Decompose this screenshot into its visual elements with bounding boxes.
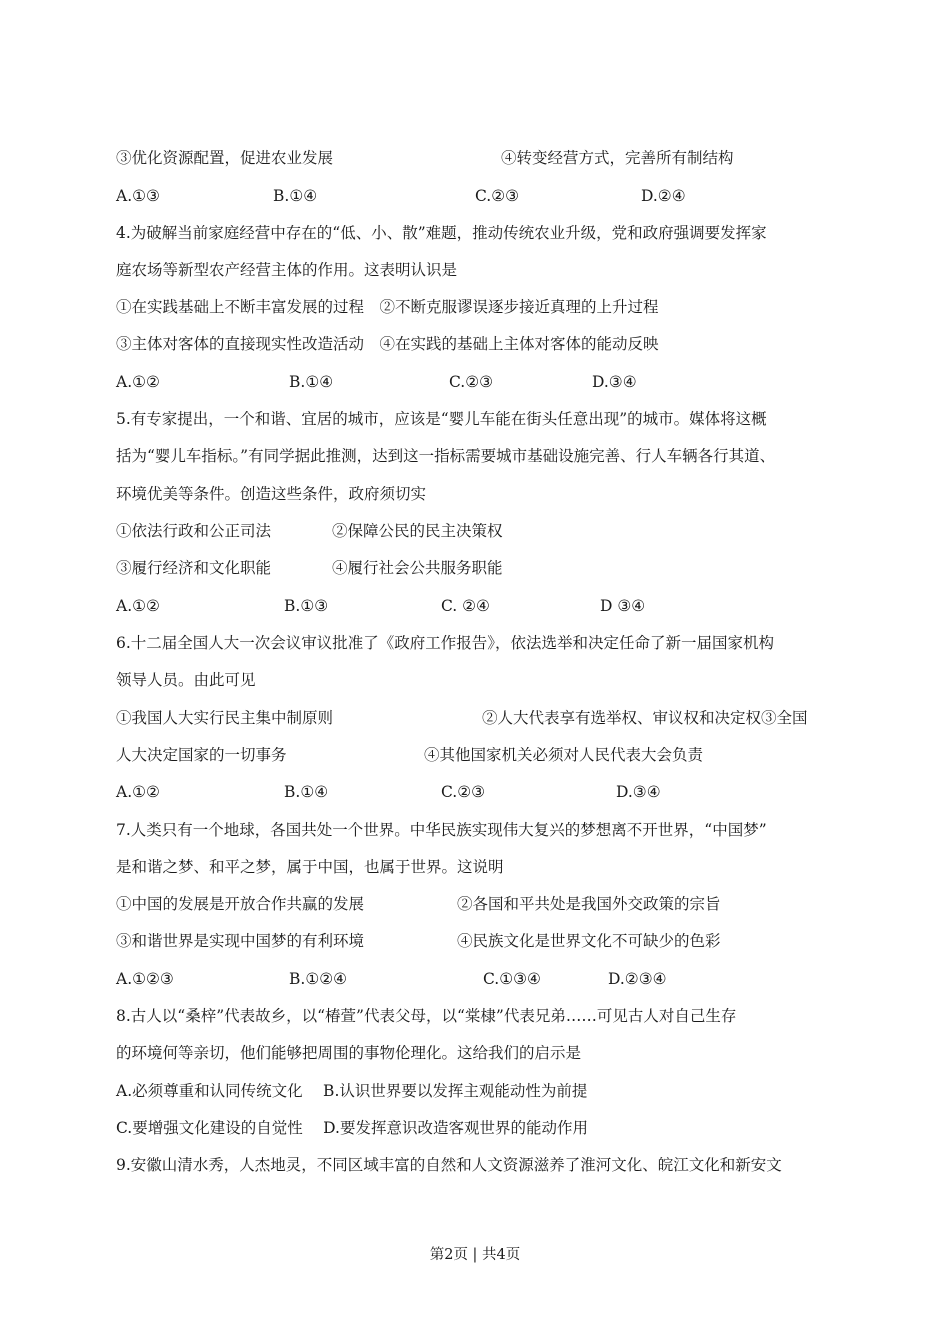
q4-choice-c: C.②③ bbox=[449, 373, 494, 391]
q7-stem-line-1: 7.人类只有一个地球，各国共处一个世界。中华民族实现伟大复兴的梦想离不开世界，“中国梦” bbox=[116, 821, 767, 839]
q5-choice-c: C. ②④ bbox=[441, 597, 490, 615]
q8-choices-line-2: C.要增强文化建设的自觉性 D.要发挥意识改造客观世界的能动作用 bbox=[116, 1119, 588, 1137]
q7-option-1: ①中国的发展是开放合作共赢的发展 bbox=[116, 895, 365, 913]
q6-option-4: ④其他国家机关必须对人民代表大会负责 bbox=[424, 746, 704, 764]
q4-options-line-2: ③主体对客体的直接现实性改造活动 ④在实践的基础上主体对客体的能动反映 bbox=[116, 335, 659, 353]
q5-stem-line-2: 括为“婴儿车指标。”有同学据此推测，达到这一指标需要城市基础设施完善、行人车辆各行其道、 bbox=[116, 447, 776, 465]
q6-stem-line-2: 领导人员。由此可见 bbox=[116, 671, 256, 689]
q7-choice-d: D.②③④ bbox=[608, 970, 667, 988]
q5-choice-b: B.①③ bbox=[284, 597, 329, 615]
q3-choice-a: A.①③ bbox=[116, 187, 160, 205]
q5-choice-a: A.①② bbox=[116, 597, 160, 615]
q5-option-1: ①依法行政和公正司法 bbox=[116, 522, 272, 540]
q6-stem-line-1: 6.十二届全国人大一次会议审议批准了《政府工作报告》，依法选举和决定任命了新一届国家机构 bbox=[116, 634, 775, 652]
q5-stem-line-1: 5.有专家提出，一个和谐、宜居的城市，应该是“婴儿车能在街头任意出现”的城市。媒体将这概 bbox=[116, 410, 767, 428]
q7-option-2: ②各国和平共处是我国外交政策的宗旨 bbox=[457, 895, 721, 913]
q4-choice-a: A.①② bbox=[116, 373, 160, 391]
q5-option-4: ④履行社会公共服务职能 bbox=[332, 559, 503, 577]
q4-options-line-1: ①在实践基础上不断丰富发展的过程 ②不断克服谬误逐步接近真理的上升过程 bbox=[116, 298, 659, 316]
q6-choice-b: B.①④ bbox=[284, 783, 329, 801]
q3-option-3: ③优化资源配置，促进农业发展 bbox=[116, 149, 334, 167]
q6-choice-a: A.①② bbox=[116, 783, 160, 801]
q6-option-3-cont: 人大决定国家的一切事务 bbox=[116, 746, 287, 764]
q7-choice-b: B.①②④ bbox=[289, 970, 348, 988]
q3-option-4: ④转变经营方式，完善所有制结构 bbox=[501, 149, 734, 167]
q8-stem-line-1: 8.古人以“桑梓”代表故乡，以“椿萱”代表父母，以“棠棣”代表兄弟……可见古人对自己生存 bbox=[116, 1007, 737, 1025]
q8-choices-line-1: A.必须尊重和认同传统文化 B.认识世界要以发挥主观能动性为前提 bbox=[116, 1082, 588, 1100]
q7-choice-c: C.①③④ bbox=[483, 970, 541, 988]
q5-option-3: ③履行经济和文化职能 bbox=[116, 559, 272, 577]
q4-stem-line-2: 庭农场等新型农产经营主体的作用。这表明认识是 bbox=[116, 261, 458, 279]
q8-stem-line-2: 的环境何等亲切，他们能够把周围的事物伦理化。这给我们的启示是 bbox=[116, 1044, 582, 1062]
q7-choice-a: A.①②③ bbox=[116, 970, 174, 988]
q6-option-2-3: ②人大代表享有选举权、审议权和决定权③全国 bbox=[482, 709, 808, 727]
q3-choice-c: C.②③ bbox=[475, 187, 520, 205]
q6-choice-d: D.③④ bbox=[616, 783, 661, 801]
q5-stem-line-3: 环境优美等条件。创造这些条件，政府须切实 bbox=[116, 485, 427, 503]
q7-stem-line-2: 是和谐之梦、和平之梦，属于中国，也属于世界。这说明 bbox=[116, 858, 504, 876]
q4-stem-line-1: 4.为破解当前家庭经营中存在的“低、小、散”难题，推动传统农业升级，党和政府强调要发挥家 bbox=[116, 224, 767, 242]
q7-option-3: ③和谐世界是实现中国梦的有利环境 bbox=[116, 932, 365, 950]
page-number-footer: 第2页 | 共4页 bbox=[429, 1247, 521, 1263]
q5-option-2: ②保障公民的民主决策权 bbox=[332, 522, 503, 540]
q9-stem-line-1: 9.安徽山清水秀，人杰地灵，不同区域丰富的自然和人文资源滋养了淮河文化、皖江文化和新安文 bbox=[116, 1156, 782, 1174]
q5-choice-d: D ③④ bbox=[600, 597, 646, 615]
q4-choice-b: B.①④ bbox=[289, 373, 334, 391]
q6-option-1: ①我国人大实行民主集中制原则 bbox=[116, 709, 334, 727]
q6-choice-c: C.②③ bbox=[441, 783, 486, 801]
q4-choice-d: D.③④ bbox=[592, 373, 637, 391]
q7-option-4: ④民族文化是世界文化不可缺少的色彩 bbox=[457, 932, 721, 950]
q3-choice-d: D.②④ bbox=[641, 187, 686, 205]
q3-choice-b: B.①④ bbox=[273, 187, 318, 205]
